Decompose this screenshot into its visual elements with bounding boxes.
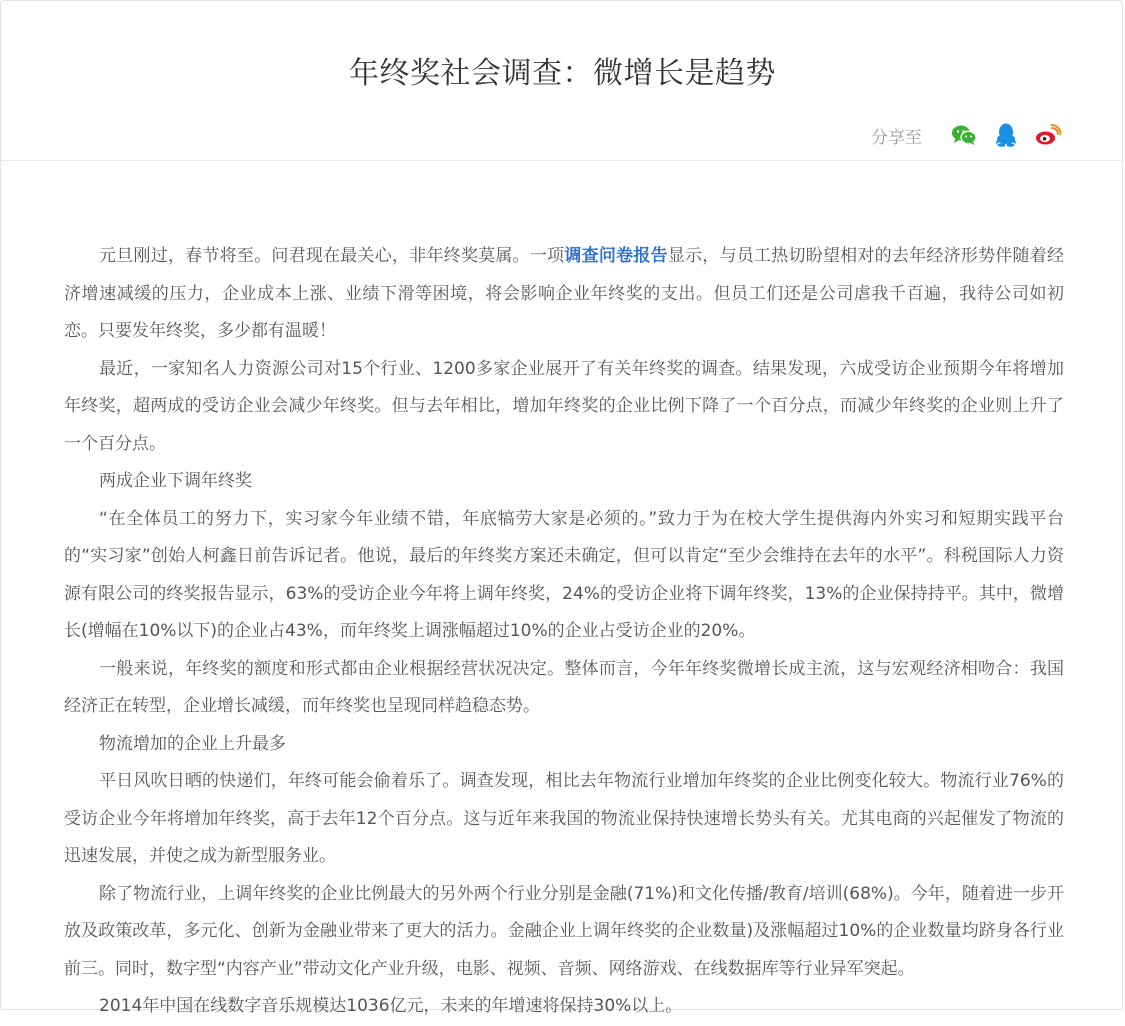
paragraph: “在全体员工的努力下，实习家今年业绩不错，年底犒劳大家是必须的。”致力于为在校大学生提供海内外实习和短期实践平台的“实习家”创始人柯鑫日前告诉记者。他说，最后的年终奖方案还未确定，但可以肯定“至少会维持在去年的水平”。科税国际人力资源有限公司的终奖报告显示，63%的受访企业今年将上调年终奖，24%的受访企业将下调年终奖，13%的企业保持持平。其中，微增长(增幅在10%以下)的企业占43%，而年终奖上调涨幅超过10%的企业占受访企业的20%。	[64, 508, 1064, 641]
paragraph: 最近，一家知名人力资源公司对15个行业、1200多家企业展开了有关年终奖的调查。结果发现，六成受访企业预期今年将增加年终奖，超两成的受访企业会减少年终奖。但与去年相比，增加年终奖的企业比例下降了一个百分点，而减少年终奖的企业则上升了一个百分点。	[64, 358, 1064, 454]
paragraph: 2014年中国在线数字音乐规模达1036亿元，未来的年增速将保持30%以上。	[99, 996, 683, 1016]
paragraph-text: 元旦刚过，春节将至。问君现在最关心，非年终奖莫属。一项	[99, 246, 565, 266]
share-bar	[871, 121, 1062, 149]
section-heading: 物流增加的企业上升最多	[99, 733, 286, 754]
paragraph: 一般来说，年终奖的额度和形式都由企业根据经营状况决定。整体而言，今年年终奖微增长成主流，这与宏观经济相吻合：我国经济正在转型，企业增长减缓，而年终奖也呈现同样趋稳态势。	[64, 658, 1064, 716]
paragraph: 平日风吹日晒的快递们，年终可能会偷着乐了。调查发现，相比去年物流行业增加年终奖的企业比例变化较大。物流行业76%的受访企业今年将增加年终奖，高于去年12个百分点。这与近年来我国的物流业保持快速增长势头有关。尤其电商的兴起催发了物流的迅速发展，并使之成为新型服务业。	[64, 771, 1064, 866]
wechat-icon[interactable]	[950, 121, 978, 149]
paragraph-text: 显示，与员工热切盼望相对的去年经济形势伴随着经济增速减缓的压力，企业成本上涨、业绩下滑等困境，将会影响企业年终奖的支出。但员工们还是公司虐我千百遍，我待公司如初恋。只要发年终奖，多少都有温暖！	[64, 246, 1065, 341]
paragraph	[64, 238, 1064, 351]
qq-icon[interactable]	[992, 121, 1020, 149]
section-heading: 两成企业下调年终奖	[99, 471, 252, 491]
share-label: 分享至	[871, 127, 922, 148]
article-header	[1, 1, 1124, 161]
paragraph: 除了物流行业，上调年终奖的企业比例最大的另外两个行业分别是金融(71%)和文化传播/教育/培训(68%)。今年，随着进一步开放及政策改革，多元化、创新为金融业带来了更大的活力。金融企业上调年终奖的企业数量)及涨幅超过10%的企业数量均跻身各行业前三。同时，数字型“内容产业”带动文化产业升级，电影、视频、音频、网络游戏、在线数据库等行业异军突起。	[64, 883, 1064, 979]
article-body	[64, 238, 1064, 1026]
article-title: 年终奖社会调查：微增长是趋势	[349, 56, 776, 91]
survey-report-link[interactable]: 调查问卷报告	[564, 246, 668, 266]
weibo-icon[interactable]	[1034, 121, 1062, 149]
